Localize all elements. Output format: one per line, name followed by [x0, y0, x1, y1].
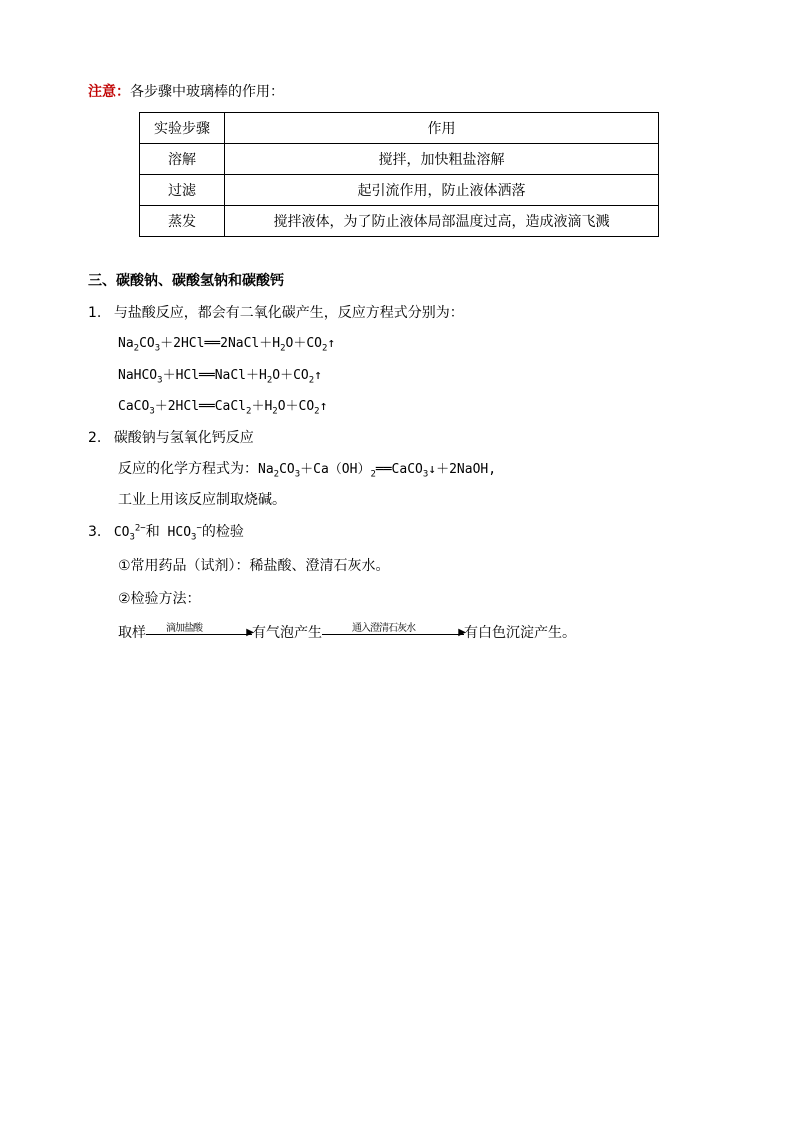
item-3-suffix: 的检验	[201, 524, 244, 540]
flow-start: 取样	[118, 625, 146, 641]
table-cell-function: 起引流作用，防止液体洒落	[225, 175, 659, 206]
equation-nahco3-hcl: $NaHCO_3+HCl══NaCl+H_2O+CO_2↑$	[118, 368, 322, 386]
note-line	[88, 82, 284, 102]
method-label: ②检验方法：	[118, 591, 201, 607]
item-number: 3.	[88, 524, 102, 540]
table-cell-step: 蒸发	[140, 206, 225, 237]
note-text: 各步骤中玻璃棒的作用：	[130, 84, 284, 100]
item-3-and: 和	[145, 524, 160, 540]
table-cell-function: 搅拌，加快粗盐溶解	[225, 144, 659, 175]
bicarbonate-ion: $HCO_3^-$	[159, 523, 202, 543]
table-cell-function: 搅拌液体，为了防止液体局部温度过高，造成液滴飞溅	[225, 206, 659, 237]
arrow-right-icon: ▶	[246, 626, 254, 638]
carbonate-ion: $CO_3^{2-}$	[113, 523, 146, 543]
item-2-note: 工业上用该反应制取烧碱。	[118, 492, 286, 508]
table-row	[140, 206, 659, 237]
equation-caco3-hcl: $CaCO_3+2HCl══CaCl_2+H_2O+CO_2↑$	[118, 399, 328, 417]
reagents-line: ①常用药品（试剂）：稀盐酸、澄清石灰水。	[118, 558, 390, 574]
item-number: 1.	[88, 305, 102, 321]
equation-na2co3-hcl: $Na_2CO_3+2HCl══2NaCl+H_2O+CO_2↑$	[118, 336, 336, 354]
arrow-right-icon: ▶	[458, 626, 466, 638]
item-number: 2.	[88, 430, 102, 446]
flow-arrow-1-label: 滴加盐酸	[166, 622, 202, 634]
equation-prefix: 反应的化学方程式为：	[118, 461, 258, 477]
table-row	[140, 175, 659, 206]
table-row	[140, 144, 659, 175]
table-cell-step: 溶解	[140, 144, 225, 175]
flow-end: 有白色沉淀产生。	[464, 625, 576, 641]
table-header-cell: 作用	[225, 113, 659, 144]
flow-arrow-2-label: 通入澄清石灰水	[352, 622, 415, 634]
table-header-cell: 实验步骤	[140, 113, 225, 144]
equation-line	[118, 459, 496, 480]
table-header-row	[140, 113, 659, 144]
item-1	[88, 303, 464, 323]
item-3	[88, 522, 244, 543]
note-label: 注意：	[88, 84, 130, 100]
section-heading: 三、碳酸钠、碳酸氢钠和碳酸钙	[88, 273, 284, 289]
glass-rod-table	[139, 112, 659, 237]
flow-arrow-1	[146, 622, 254, 638]
test-flow	[118, 623, 576, 643]
item-2	[88, 428, 254, 448]
item-text: 碳酸钠与氢氧化钙反应	[113, 430, 254, 446]
item-text: 与盐酸反应，都会有二氧化碳产生，反应方程式分别为：	[113, 305, 464, 321]
flow-arrow-2	[322, 622, 466, 638]
equation-na2co3-caoh2: $Na_2CO_3+Ca(OH)_2══CaCO_3↓+2NaOH$,	[258, 462, 497, 480]
table-cell-step: 过滤	[140, 175, 225, 206]
flow-mid: 有气泡产生	[252, 625, 322, 641]
